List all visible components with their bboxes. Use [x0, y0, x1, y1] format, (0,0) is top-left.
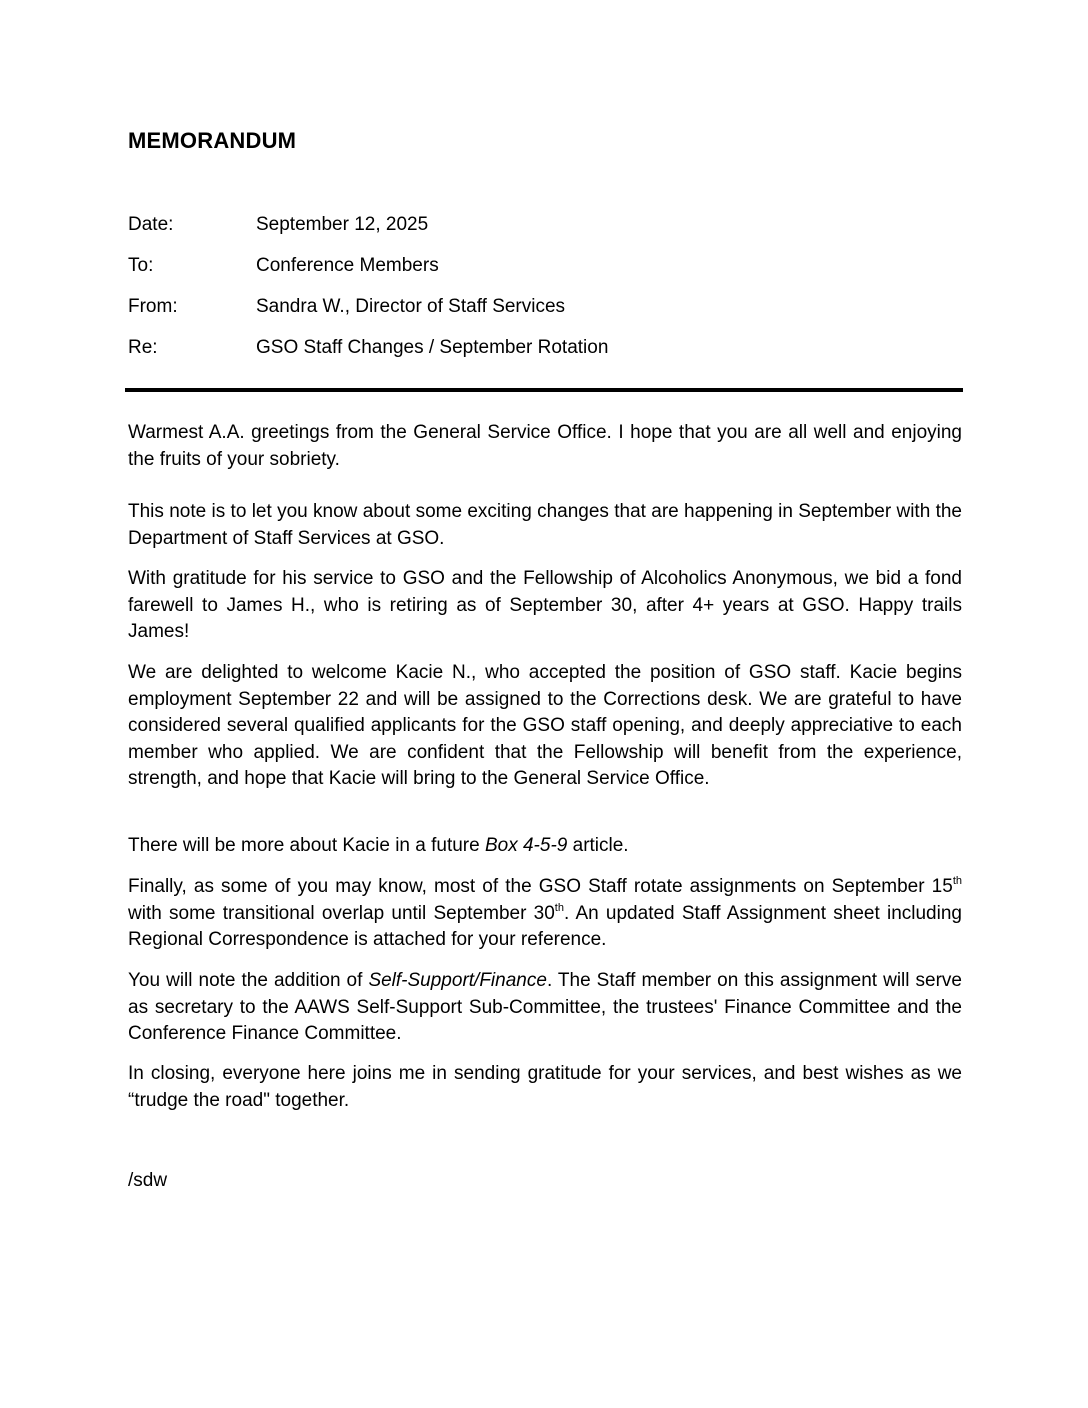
paragraph-rotation — [128, 874, 962, 954]
from-label: From: — [128, 296, 178, 317]
re-label: Re: — [128, 337, 158, 358]
text: with some transitional overlap until September 30 — [128, 902, 555, 924]
text: article. — [567, 835, 629, 856]
text: . An updated Staff Assignment sheet including Regional Correspondence is attached for your reference. — [128, 902, 962, 950]
to-label: To: — [128, 255, 154, 276]
paragraph-welcome: We are delighted to welcome Kacie N., who accepted the position of GSO staff. Kacie begins employment September 22 and will be assigned to the Corrections desk. We are grateful to have considered several qualified applicants for the GSO staff opening, and deeply appreciative to each member who applied. We are confident that the Fellowship will benefit from the experience, strength, and hope that Kacie will bring to the General Service Office. — [128, 662, 962, 789]
ordinal-suffix: th — [952, 875, 962, 887]
header-divider — [125, 388, 963, 392]
memo-title: MEMORANDUM — [128, 128, 297, 153]
text: You will note the addition of — [128, 970, 369, 991]
re-value: GSO Staff Changes / September Rotation — [256, 337, 609, 358]
from-value: Sandra W., Director of Staff Services — [256, 296, 566, 317]
text: There will be more about Kacie in a future — [128, 835, 485, 856]
text: . The Staff member on this assignment will serve as secretary to the AAWS Self-Support Sub-Committee, the trustees' Finance Committee and the Conference Finance Committee. — [128, 970, 962, 1044]
text: Finally, as some of you may know, most of the GSO Staff rotate assignments on September 15 — [128, 876, 953, 897]
date-value: September 12, 2025 — [256, 214, 429, 235]
paragraph-intro: This note is to let you know about some exciting changes that are happening in September with the Department of Staff Services at GSO. — [128, 501, 962, 549]
ordinal-suffix: th — [554, 901, 564, 914]
signature-initials: /sdw — [128, 1170, 168, 1191]
date-label: Date: — [128, 214, 174, 235]
publication-title: Box 4-5-9 — [484, 835, 568, 856]
paragraph-farewell: With gratitude for his service to GSO and the Fellowship of Alcoholics Anonymous, we bid a fond farewell to James H., who is retiring as of September 30, after 4+ years at GSO. Happy trails James! — [128, 568, 962, 642]
to-value: Conference Members — [256, 255, 439, 276]
paragraph-closing: In closing, everyone here joins me in sending gratitude for your services, and best wishes as we “trudge the road" together. — [128, 1063, 962, 1111]
paragraph-self-support — [128, 968, 962, 1048]
assignment-name: Self-Support/Finance — [368, 970, 547, 991]
paragraph-greeting: Warmest A.A. greetings from the General Service Office. I hope that you are all well and enjoying the fruits of your sobriety. — [128, 422, 962, 470]
paragraph-box459 — [128, 833, 962, 860]
